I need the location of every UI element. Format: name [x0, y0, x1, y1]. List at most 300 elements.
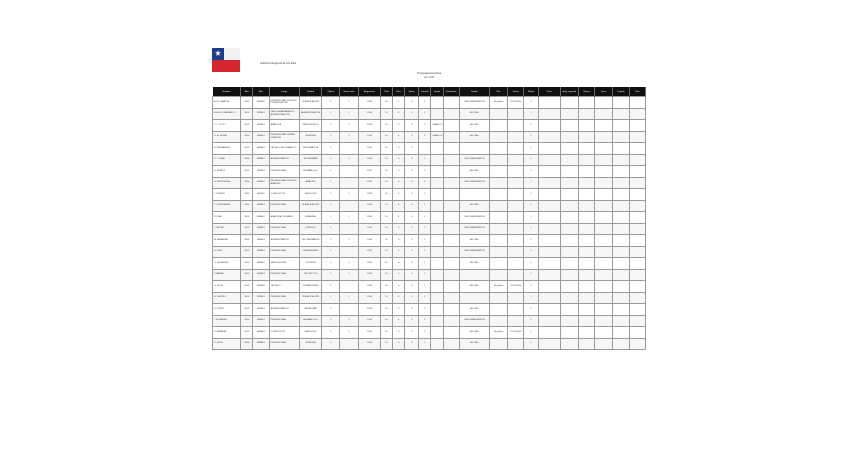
- table-cell: 1: [524, 177, 538, 189]
- star-icon: [215, 50, 221, 56]
- table-cell: 10: [380, 258, 392, 270]
- table-cell: SIN OBSERVACIÓN: [459, 154, 489, 166]
- table-cell: SERVICIOS: [299, 189, 321, 201]
- table-cell: 2016: [241, 120, 253, 132]
- table-cell: [443, 177, 459, 189]
- table-cell: 1: [340, 154, 358, 166]
- table-cell: [613, 189, 629, 201]
- table-cell: SIN OBSERVACIÓN: [459, 223, 489, 235]
- table-cell: [431, 269, 443, 281]
- table-cell: [431, 154, 443, 166]
- table-cell: [431, 108, 443, 120]
- table-cell: PROFESIONAL: [269, 338, 299, 350]
- table-cell: 0: [405, 246, 419, 258]
- table-cell: 1: [419, 327, 431, 339]
- table-cell: ENERO: [253, 223, 269, 235]
- table-cell: [613, 327, 629, 339]
- table-cell: 2016: [241, 315, 253, 327]
- table-cell: [629, 304, 645, 316]
- table-cell: 1: [419, 166, 431, 178]
- table-cell: [508, 292, 524, 304]
- table-cell: [490, 177, 508, 189]
- table-cell: 1.230: [358, 292, 380, 304]
- table-cell: [538, 269, 560, 281]
- table-cell: PROFESIONAL: [269, 269, 299, 281]
- table-cell: 1.230: [358, 304, 380, 316]
- table-cell: [613, 292, 629, 304]
- table-cell: [595, 143, 613, 155]
- table-cell: [595, 292, 613, 304]
- table-cell: 1: [340, 269, 358, 281]
- table-cell: [595, 246, 613, 258]
- table-cell: PROYECTOS: [299, 269, 321, 281]
- table-cell: [490, 223, 508, 235]
- table-cell: 1: [524, 327, 538, 339]
- table-cell: 2016: [241, 292, 253, 304]
- table-cell: [459, 292, 489, 304]
- table-cell: [579, 166, 595, 178]
- table-cell: [560, 131, 578, 143]
- table-cell: 2016: [241, 281, 253, 293]
- table-cell: ENERO: [253, 177, 269, 189]
- table-cell: 0: [405, 327, 419, 339]
- table-cell: 10: [380, 154, 392, 166]
- table-cell: [613, 212, 629, 224]
- table-cell: GRADO 5: [431, 131, 443, 143]
- table-cell: [443, 120, 459, 132]
- table-cell: 1.230: [358, 246, 380, 258]
- table-cell: [443, 235, 459, 247]
- table-cell: 10: [380, 143, 392, 155]
- table-cell: 1.230: [358, 200, 380, 212]
- table-cell: [431, 258, 443, 270]
- table-cell: 1: [322, 200, 340, 212]
- table-cell: 1: [322, 269, 340, 281]
- table-cell: ADMINISTRATIVO: [269, 304, 299, 316]
- table-cell: [595, 189, 613, 201]
- table-cell: BIENESTAR: [299, 304, 321, 316]
- table-cell: 0: [405, 143, 419, 155]
- table-cell: SERVICIOS: [299, 327, 321, 339]
- table-cell: 2016: [241, 108, 253, 120]
- table-cell: 1: [524, 120, 538, 132]
- table-cell: [595, 200, 613, 212]
- table-cell: 2016: [241, 223, 253, 235]
- table-cell: [419, 143, 431, 155]
- table-cell: 10: [380, 177, 392, 189]
- table-cell: 1: [524, 212, 538, 224]
- table-cell: SIN OBSERVACIÓN: [459, 177, 489, 189]
- table-cell: 1: [419, 315, 431, 327]
- table-cell: [431, 143, 443, 155]
- table-cell: 2016: [241, 304, 253, 316]
- table-cell: [579, 315, 595, 327]
- table-cell: ENERO: [253, 269, 269, 281]
- table-cell: [538, 212, 560, 224]
- table-cell: GRADO 5: [431, 120, 443, 132]
- table-cell: SIN OBSERVACIÓN: [459, 246, 489, 258]
- table-cell: 0: [405, 304, 419, 316]
- table-cell: [538, 143, 560, 155]
- table-cell: SIN OBS.: [459, 131, 489, 143]
- table-cell: 1: [322, 327, 340, 339]
- table-cell: [508, 235, 524, 247]
- table-cell: SIN OBS.: [459, 235, 489, 247]
- table-cell: [340, 166, 358, 178]
- table-cell: FINANZAS: [299, 212, 321, 224]
- table-cell: 1: [322, 166, 340, 178]
- table-cell: 2016: [241, 327, 253, 339]
- table-cell: [490, 212, 508, 224]
- table-cell: 0: [392, 269, 404, 281]
- table-cell: 1: [340, 258, 358, 270]
- table-cell: [595, 338, 613, 350]
- table-cell: [629, 108, 645, 120]
- table-cell: PROFESIONAL: [269, 200, 299, 212]
- table-cell: [579, 120, 595, 132]
- table-cell: [459, 189, 489, 201]
- table-cell: [579, 292, 595, 304]
- table-cell: 0: [405, 338, 419, 350]
- table-cell: ADMINISTRATIVO: [269, 235, 299, 247]
- table-cell: [579, 246, 595, 258]
- table-cell: [431, 200, 443, 212]
- table-cell: 0: [405, 223, 419, 235]
- table-cell: [613, 235, 629, 247]
- table-cell: 2016: [241, 212, 253, 224]
- table-cell: 1: [524, 269, 538, 281]
- table-cell: [431, 304, 443, 316]
- table-cell: [579, 235, 595, 247]
- table-cell: [538, 235, 560, 247]
- table-cell: 2016: [241, 258, 253, 270]
- column-header: Horas extra: [340, 87, 358, 97]
- table-cell: [579, 281, 595, 293]
- table-cell: [340, 200, 358, 212]
- table-cell: No aplica: [490, 327, 508, 339]
- table-cell: 1: [340, 131, 358, 143]
- table-cell: [508, 246, 524, 258]
- table-row: [213, 166, 646, 178]
- table-row: [213, 338, 646, 350]
- table-cell: 1: [322, 235, 340, 247]
- table-cell: SIN OBS.: [459, 338, 489, 350]
- table-cell: [443, 143, 459, 155]
- table-cell: 10: [380, 120, 392, 132]
- table-cell: 1: [392, 97, 404, 109]
- table-cell: SIN OBS.: [459, 120, 489, 132]
- table-cell: [613, 154, 629, 166]
- table-cell: [431, 327, 443, 339]
- table-cell: 0: [405, 166, 419, 178]
- table-cell: 1: [419, 258, 431, 270]
- table-cell: [538, 120, 560, 132]
- column-header: Grado: [431, 87, 443, 97]
- table-cell: [560, 97, 578, 109]
- table-cell: 0: [392, 154, 404, 166]
- table-cell: 2016: [241, 189, 253, 201]
- table-cell: [579, 97, 595, 109]
- table-cell: [508, 338, 524, 350]
- table-cell: [538, 338, 560, 350]
- column-header: Viático: [322, 87, 340, 97]
- table-cell: [595, 223, 613, 235]
- table-cell: [560, 235, 578, 247]
- table-cell: 2016: [241, 97, 253, 109]
- table-cell: 1: [322, 281, 340, 293]
- table-cell: SIN OBSERVACIÓN: [459, 97, 489, 109]
- table-cell: 1: [524, 315, 538, 327]
- table-cell: T. MORALES: [213, 315, 241, 327]
- table-cell: 10: [380, 292, 392, 304]
- table-cell: [560, 304, 578, 316]
- table-cell: 0: [405, 212, 419, 224]
- table-cell: 1: [419, 304, 431, 316]
- table-cell: No aplica: [490, 97, 508, 109]
- table-cell: 1: [340, 120, 358, 132]
- table-cell: [490, 166, 508, 178]
- table-cell: [629, 143, 645, 155]
- table-cell: 0: [392, 292, 404, 304]
- table-cell: [579, 212, 595, 224]
- table-cell: 1.230: [358, 108, 380, 120]
- table-cell: [560, 166, 578, 178]
- table-cell: [579, 154, 595, 166]
- table-cell: 1: [524, 143, 538, 155]
- table-cell: 1: [322, 108, 340, 120]
- table-cell: ANALISTA: [269, 120, 299, 132]
- table-cell: [613, 97, 629, 109]
- table-cell: 1: [322, 131, 340, 143]
- table-cell: ENERO: [253, 338, 269, 350]
- document-title: Transparencia Activa: [416, 72, 442, 75]
- table-cell: SIN OBS.: [459, 166, 489, 178]
- column-header: Estamento: [443, 87, 459, 97]
- table-cell: 1: [419, 269, 431, 281]
- table-cell: 27-05-2016: [508, 97, 524, 109]
- table-cell: 1: [524, 246, 538, 258]
- table-cell: [459, 269, 489, 281]
- table-cell: [490, 269, 508, 281]
- table-cell: O. GONZÁLEZ: [213, 258, 241, 270]
- column-header: Asignación: [358, 87, 380, 97]
- table-cell: 27-05-2016: [508, 281, 524, 293]
- table-cell: 10: [380, 97, 392, 109]
- table-cell: 1: [524, 281, 538, 293]
- table-cell: 1.230: [358, 223, 380, 235]
- table-cell: 0: [392, 166, 404, 178]
- table-cell: 10: [380, 315, 392, 327]
- table-row: [213, 246, 646, 258]
- table-cell: S. LÓPEZ: [213, 304, 241, 316]
- table-cell: [490, 315, 508, 327]
- table-cell: [560, 258, 578, 270]
- table-cell: [629, 258, 645, 270]
- table-cell: [579, 304, 595, 316]
- table-cell: 0: [392, 223, 404, 235]
- table-cell: Q. SILVA: [213, 281, 241, 293]
- table-cell: [490, 108, 508, 120]
- table-cell: [340, 177, 358, 189]
- table-cell: [431, 177, 443, 189]
- table-cell: [443, 258, 459, 270]
- table-cell: [560, 154, 578, 166]
- table-cell: 2016: [241, 246, 253, 258]
- table-cell: [538, 97, 560, 109]
- table-cell: [579, 131, 595, 143]
- table-cell: [459, 143, 489, 155]
- table-cell: [560, 327, 578, 339]
- table-cell: [538, 131, 560, 143]
- table-cell: [629, 131, 645, 143]
- table-cell: SIN OBSERVACIÓN: [459, 315, 489, 327]
- table-cell: 1: [524, 338, 538, 350]
- table-row: [213, 327, 646, 339]
- table-cell: 1.230: [358, 166, 380, 178]
- table-cell: 0: [392, 108, 404, 120]
- table-cell: 2016: [241, 166, 253, 178]
- table-cell: 2016: [241, 154, 253, 166]
- table-cell: [490, 200, 508, 212]
- table-cell: [431, 281, 443, 293]
- table-cell: 0: [405, 108, 419, 120]
- table-cell: [538, 166, 560, 178]
- table-cell: [431, 189, 443, 201]
- table-cell: SIN OBS.: [459, 281, 489, 293]
- table-cell: [443, 212, 459, 224]
- table-cell: PROFESIONAL: [269, 246, 299, 258]
- table-cell: 1.230: [358, 212, 380, 224]
- table-cell: [443, 281, 459, 293]
- table-cell: [560, 246, 578, 258]
- table-row: [213, 154, 646, 166]
- table-cell: 1.230: [358, 235, 380, 247]
- table-cell: 0: [392, 327, 404, 339]
- table-row: [213, 258, 646, 270]
- table-cell: 0: [405, 131, 419, 143]
- table-cell: [629, 212, 645, 224]
- table-cell: 10: [380, 235, 392, 247]
- table-cell: E. FERNÁNDEZ: [213, 143, 241, 155]
- table-cell: 1: [322, 315, 340, 327]
- table-cell: [579, 269, 595, 281]
- table-cell: 10: [380, 269, 392, 281]
- column-header: Bonos: [579, 87, 595, 97]
- table-cell: [538, 108, 560, 120]
- table-cell: [613, 223, 629, 235]
- table-cell: [595, 108, 613, 120]
- table-cell: [490, 143, 508, 155]
- column-header: Nombre: [213, 87, 241, 97]
- table-cell: 0: [392, 177, 404, 189]
- table-cell: CONDUCTOR: [269, 327, 299, 339]
- table-cell: 1: [419, 120, 431, 132]
- table-cell: [508, 315, 524, 327]
- table-cell: 1: [524, 292, 538, 304]
- column-header: Horas: [405, 87, 419, 97]
- table-cell: 10: [380, 189, 392, 201]
- table-cell: 1: [419, 108, 431, 120]
- table-cell: [560, 269, 578, 281]
- table-cell: [595, 269, 613, 281]
- table-cell: [443, 315, 459, 327]
- table-cell: ENERO: [253, 120, 269, 132]
- table-cell: [431, 223, 443, 235]
- table-cell: [443, 269, 459, 281]
- table-cell: [490, 338, 508, 350]
- table-cell: 0: [392, 304, 404, 316]
- table-cell: OPERACIONES: [299, 281, 321, 293]
- table-cell: [538, 292, 560, 304]
- table-cell: ENERO: [253, 304, 269, 316]
- table-cell: [431, 235, 443, 247]
- table-cell: G. MUÑOZ: [213, 166, 241, 178]
- table-cell: SIN OBS.: [459, 327, 489, 339]
- table-cell: [629, 200, 645, 212]
- table-cell: 1.230: [358, 338, 380, 350]
- table-row: [213, 120, 646, 132]
- table-cell: [490, 292, 508, 304]
- table-cell: 0: [392, 235, 404, 247]
- column-header: Desc.: [595, 87, 613, 97]
- table-cell: 1: [322, 97, 340, 109]
- organization-name: Gobierno Regional de Los Ríos: [260, 62, 297, 65]
- table-row: [213, 212, 646, 224]
- table-cell: ENERO: [253, 166, 269, 178]
- table-cell: PROFESIONAL: [269, 166, 299, 178]
- column-header: Obs.: [490, 87, 508, 97]
- table-cell: J. CONTRERAS: [213, 200, 241, 212]
- column-header: Unidad: [299, 87, 321, 97]
- table-cell: 2016: [241, 338, 253, 350]
- table-cell: [538, 177, 560, 189]
- table-cell: [560, 223, 578, 235]
- table-cell: 0: [405, 154, 419, 166]
- table-cell: ENERO: [253, 258, 269, 270]
- column-header: Feriado: [419, 87, 431, 97]
- table-cell: [613, 281, 629, 293]
- table-cell: V. ORTIZ: [213, 338, 241, 350]
- table-cell: ANALISTA CONTABLE: [269, 212, 299, 224]
- table-cell: PROFESIONAL DIVISIÓN PLANIFICACIÓN: [269, 97, 299, 109]
- table-row: [213, 131, 646, 143]
- table-cell: A. M. CAMPOS: [213, 97, 241, 109]
- table-cell: 0: [405, 315, 419, 327]
- table-cell: PLANIFICACIÓN: [299, 200, 321, 212]
- table-cell: [508, 258, 524, 270]
- table-cell: U. RAMÍREZ: [213, 327, 241, 339]
- table-cell: 1.230: [358, 327, 380, 339]
- table-row: [213, 281, 646, 293]
- table-row: [213, 269, 646, 281]
- table-cell: [613, 143, 629, 155]
- table-cell: PROFESIONAL UNIDAD JURÍDICA: [269, 131, 299, 143]
- table-cell: JURÍDICA: [299, 338, 321, 350]
- table-cell: JEFE DEPARTAMENTO ADMINISTRACIÓN: [269, 108, 299, 120]
- table-cell: 0: [405, 258, 419, 270]
- table-cell: [490, 246, 508, 258]
- table-row: [213, 200, 646, 212]
- table-cell: INFORMÁTICA: [299, 143, 321, 155]
- table-cell: 10: [380, 212, 392, 224]
- table-cell: [613, 338, 629, 350]
- table-cell: 0: [405, 269, 419, 281]
- table-cell: D. M. ROJAS: [213, 131, 241, 143]
- table-cell: 1: [524, 235, 538, 247]
- table-cell: [595, 327, 613, 339]
- table-cell: 1.230: [358, 143, 380, 155]
- table-cell: 1: [419, 154, 431, 166]
